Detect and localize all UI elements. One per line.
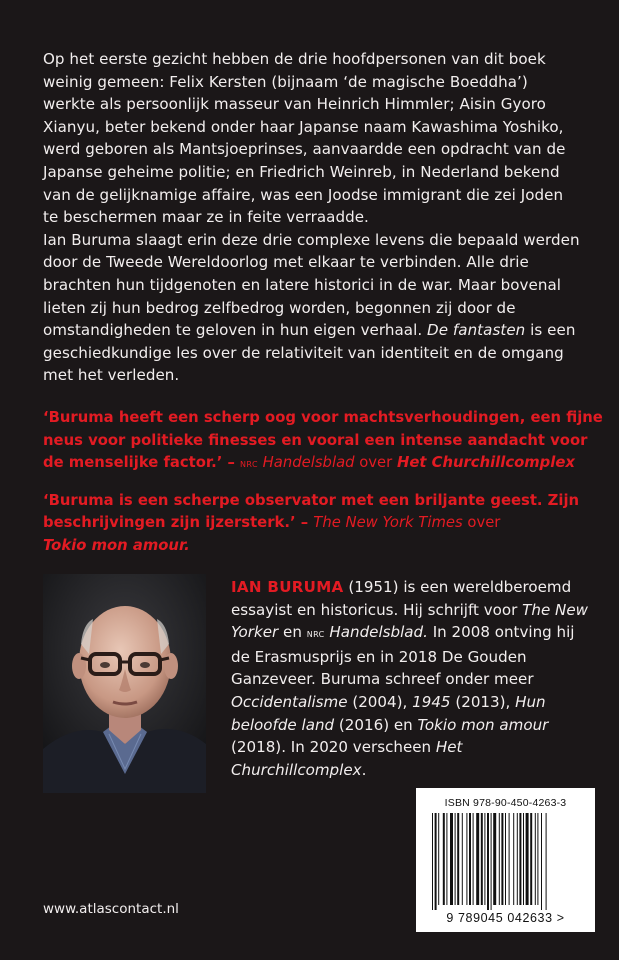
- publisher-website[interactable]: www.atlascontact.nl: [43, 901, 179, 917]
- author-photo: [43, 574, 206, 793]
- description-paragraph-2: Ian Buruma slaagt erin deze drie complexe levens die bepaald werden door de Tweede Wereldoorlog met elkaar te verbinden. Alle drie brachten hun tijdgenoten en latere historici in de war. Maar bovenal lieten zij hun bedrog zelfbedrog worden, begonnen zij door de omstandigheden te geloven in hun eigen verhaal. De fantasten is een geschiedkundige les over de relativiteit van identiteit en de omgang met het verleden.: [43, 230, 580, 385]
- description-paragraph-1: Op het eerste gezicht hebben de drie hoofdpersonen van dit boek weinig gemeen: Felix Kersten (bijnaam ‘de magische Boeddha’) werkte als persoonlijk masseur van Heinrich Himmler; Aisin Gyoro Xianyu, beter bekend onder haar Japanse naam Kawashima Yoshiko, werd geboren als Mantsjoeprinses, aanvaardde een opdracht van de Japanse geheime politie; en Friedrich Weinreb, in Nederland bekend van de gelijknamige affaire, was een Joodse immigrant die zei Joden te beschermen maar ze in feite verraadde.: [43, 50, 566, 227]
- isbn-digits: 9 789045 042633 >: [446, 911, 565, 925]
- author-portrait-image: [43, 574, 206, 793]
- isbn-barcode: [416, 788, 595, 932]
- isbn-label: ISBN 978-90-450-4263-3: [444, 797, 567, 809]
- press-quote-1: ‘Buruma heeft een scherp oog voor machtsverhoudingen, een fijne neus voor politieke finesses en vooral een intense aandacht voor de menselijke factor.’ – nrc Handelsblad over Het Churchillcomplex: [43, 409, 603, 472]
- press-quotes: [43, 407, 603, 572]
- book-description: [43, 48, 583, 387]
- author-name: IAN BURUMA: [231, 578, 344, 596]
- author-bio: IAN BURUMA (1951) is een wereldberoemd essayist en historicus. Hij schrijft voor The New Yorker en nrc Handelsblad. In 2008 ontving hij de Erasmusprijs en in 2018 De Gouden Ganzeveer. Buruma schreef onder meer Occidentalisme (2004), 1945 (2013), Hun beloofde land (2016) en Tokio mon amour (2018). In 2020 verscheen Het Churchillcomplex.: [231, 578, 588, 779]
- book-title-mention: De fantasten: [427, 321, 526, 340]
- press-quote-2: ‘Buruma is een scherpe observator met een briljante geest. Zijn beschrijvingen zijn ijzersterk.’ – The New York Times over Tokio mon amour.: [43, 491, 580, 554]
